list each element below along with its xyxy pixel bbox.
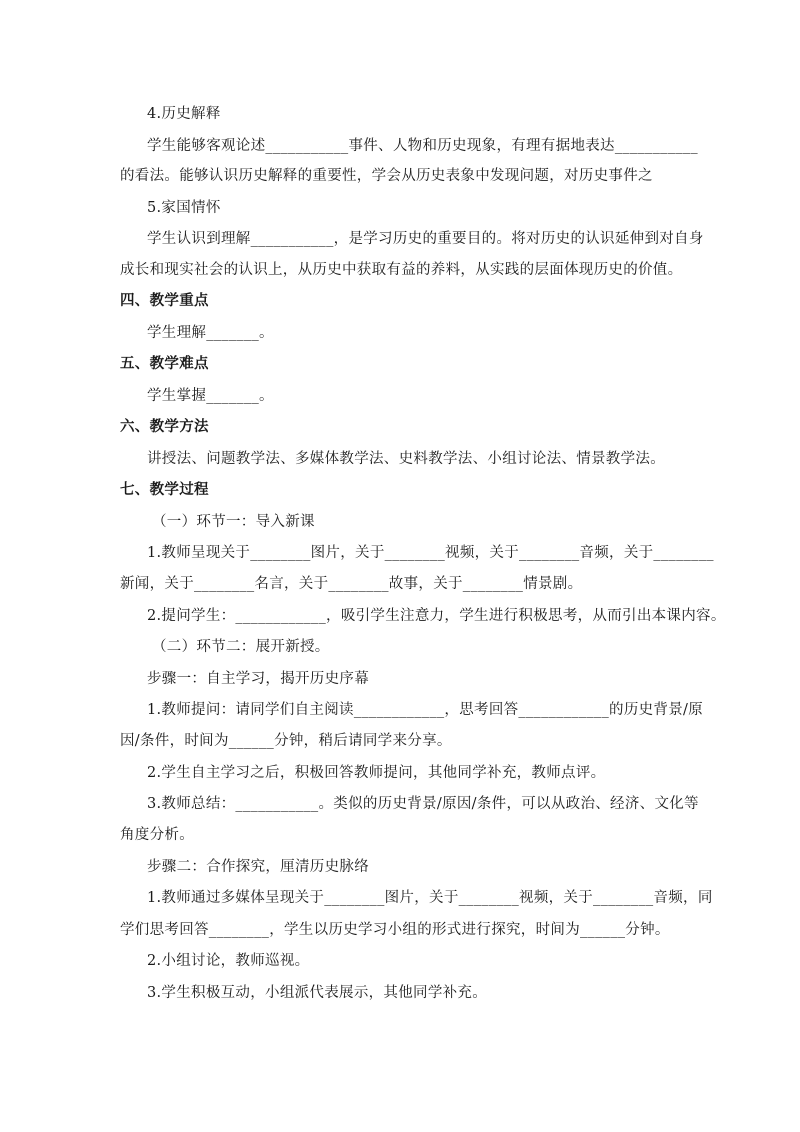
paragraph-line: 学生认识到理解___________，是学习历史的重要目的。将对历史的认识延伸到对自身: [147, 231, 704, 247]
paragraph-line: 学生能够客观论述___________事件、人物和历史现象，有理有据地表达___________: [147, 138, 698, 154]
paragraph-line: 学生理解_______。: [147, 325, 274, 341]
section-heading-difficulties: 五、教学难点: [120, 355, 209, 372]
subsection-heading-stage-one: （一）环节一：导入新课: [152, 514, 315, 530]
step-heading-two: 步骤二：合作探究，厘清历史脉络: [147, 859, 369, 875]
paragraph-line: 3.学生积极互动，小组派代表展示，其他同学补充。: [147, 985, 488, 1001]
paragraph-line: 2.小组讨论，教师巡视。: [147, 953, 310, 969]
section-heading-key-points: 四、教学重点: [120, 292, 209, 309]
paragraph-line: 的看法。能够认识历史解释的重要性，学会从历史表象中发现问题，对历史事件之: [120, 168, 653, 184]
section-heading-methods: 六、教学方法: [120, 418, 209, 435]
paragraph-line: 角度分析。: [120, 827, 194, 843]
paragraph-line: 新闻，关于________名言，关于________故事，关于________情景剧。: [120, 576, 583, 592]
paragraph-line: 1.教师呈现关于________图片，关于________视频，关于________音频，关于________: [147, 545, 714, 561]
paragraph-line: 2.提问学生：____________，吸引学生注意力，学生进行积极思考，从而引出本课内容。: [147, 608, 726, 624]
paragraph-line: 学生掌握_______。: [147, 388, 274, 404]
paragraph-line: 1.教师提问：请同学们自主阅读____________，思考回答____________的历史背景/原: [147, 702, 704, 718]
subsection-heading-stage-two: （二）环节二：展开新授。: [152, 639, 330, 655]
section-heading-process: 七、教学过程: [120, 481, 209, 498]
paragraph-line: 讲授法、问题教学法、多媒体教学法、史料教学法、小组讨论法、情景教学法。: [147, 451, 665, 467]
paragraph-line: 成长和现实社会的认识上，从历史中获取有益的养料，从实践的层面体现历史的价值。: [120, 262, 683, 278]
subsection-heading-patriotism: 5.家国情怀: [147, 200, 221, 216]
paragraph-line: 学们思考回答________，学生以历史学习小组的形式进行探究，时间为______分钟。: [120, 922, 670, 938]
subsection-heading-history-interpretation: 4.历史解释: [147, 106, 221, 122]
paragraph-line: 1.教师通过多媒体呈现关于________图片，关于________视频，关于________音频，同: [147, 890, 713, 906]
paragraph-line: 3.教师总结：___________。类似的历史背景/原因/条件，可以从政治、经济、文化等: [147, 796, 699, 812]
step-heading-one: 步骤一：自主学习，揭开历史序幕: [147, 671, 369, 687]
paragraph-line: 因/条件，时间为______分钟，稍后请同学来分享。: [120, 733, 452, 749]
paragraph-line: 2.学生自主学习之后，积极回答教师提问，其他同学补充，教师点评。: [147, 765, 606, 781]
